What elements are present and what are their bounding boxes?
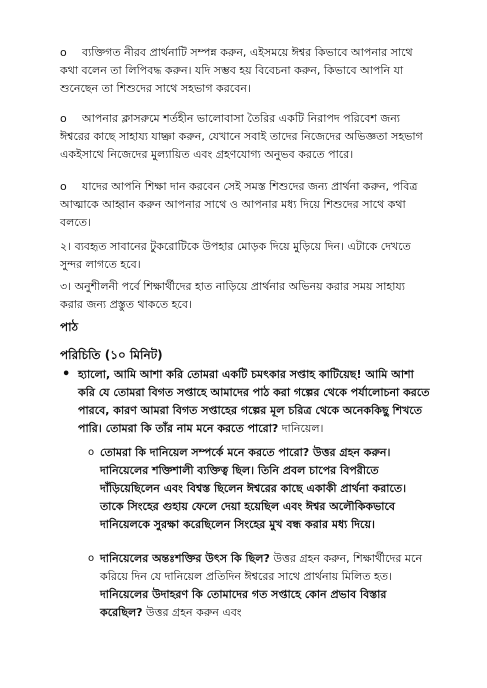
prayer-paragraph-3 (60, 178, 430, 232)
hollow-bullet-icon: o (60, 46, 67, 59)
hollow-bullet-icon: o (88, 553, 95, 564)
sub-bullet-2 (88, 550, 430, 622)
hollow-bullet-icon: o (60, 112, 67, 125)
filled-bullet-icon: • (62, 367, 71, 382)
sub-bullet-1-text: তোমরা কি দানিয়েল সম্পর্কে মনে করতে পারো? উত্তর গ্রহন করুন। দানিয়েলের শক্তিশালী ব্যক্তিত্ব ছিল। তিনি প্রবল চাপের বিপরীতে দাঁড়িয়েছিলেন এবং বিশ্বস্ত ছিলেন ঈশ্বরের কাছে একাকী প্রার্থনা করাতে। তাকে সিংহের গুহায় ফেলে দেয়া হয়েছিল এবং ঈশ্বর অলৌকিকভাবে দানিয়েলকে সুরক্ষা করেছিলেন সিংহের মুখ বন্ধ করার মধ্য দিয়ে। (100, 446, 407, 531)
intro-bullet (62, 366, 430, 438)
numbered-step-3: ৩। অনুশীলনী পর্বে শিক্ষার্থীদের হাত নাড়িয়ে প্রার্থনার অভিনয় করার সময় সাহায্য করার জন্য প্রস্তুত থাকতে হবে। (60, 280, 405, 311)
prayer-paragraph-1 (60, 44, 430, 98)
introduction-heading: পরিচিতি (১০ মিনিট) (60, 348, 163, 362)
hollow-bullet-icon: o (88, 447, 95, 458)
prayer-paragraph-2 (60, 110, 430, 164)
sub-bullet-2-question: দানিয়েলের অন্তঃশক্তির উৎস কি ছিল? (100, 552, 270, 565)
intro-bullet-bold-text: হ্যালো, আমি আশা করি তোমরা একটি চমৎকার সপ্তাহ কাটিয়েছ! আমি আশা করি যে তোমরা বিগত সপ্তাহে আমাদের পাঠ করা গল্পের থেকে পর্যালোচনা করতে পারবে, কারণ আমরা বিগত সপ্তাহের গল্পের মূল চরিত্র থেকে অনেককিছু শিখতে পারি। তোমরা কি তাঁর নাম মনে করতে পারো? (78, 368, 430, 435)
lesson-heading: পাঠ (60, 320, 79, 334)
intro-bullet-answer: দানিয়েল। (278, 422, 324, 435)
prayer-paragraph-1-text: ব্যক্তিগত নীরব প্রার্থনাটি সম্পন্ন করুন, এইসময়ে ঈশ্বর কিভাবে আপনার সাথে কথা বলেন তা লিপিবদ্ধ করুন। যদি সম্ভব হয় বিবেচনা করুন, কিভাবে আপনি যা শুনেছেন তা শিশুদের সাথে সহভাগ করবেন। (60, 46, 413, 95)
prayer-paragraph-2-text: আপনার ক্লাসরুমে শর্তহীন ভালোবাসা তৈরির একটি নিরাপদ পরিবেশ জন্য ঈশ্বরের কাছে সাহায্য যাচ্ঞা করুন, যেখানে সবাই তাদের নিজেদের অভিজ্ঞতা সহভাগ একইসাথে নিজেদের মুল্যায়িত এবং গ্রহণযোগ্য অনুভব করতে পারে। (60, 112, 423, 161)
sub-bullet-2-question-2: দানিয়েলের উদাহরণ কি তোমাদের গত সপ্তাহে কোন প্রভাব বিস্তার করেছিল? (100, 588, 387, 619)
sub-bullet-2-instruction: উত্তর গ্রহন করুন, শিক্ষার্থীদের মনে করিয়ে দিন যে দানিয়েল প্রতিদিন ঈশ্বরের সাথে প্রার্থনায় মিলিত হত। (100, 552, 423, 583)
hollow-bullet-icon: o (60, 180, 67, 193)
numbered-step-2: ২। ব্যবহৃত সাবানের টুকরোটিকে উপহার মোড়ক দিয়ে মুড়িয়ে দিন। এটাকে দেখতে সুন্দর লাগতে হবে। (60, 240, 411, 271)
prayer-paragraph-3-text: যাদের আপনি শিক্ষা দান করবেন সেই সমস্ত শিশুদের জন্য প্রার্থনা করুন, পবিত্র আত্মাকে আহ্বান করুন আপনার সাথে ও আপনার মধ্য দিয়ে শিশুদের সাথে কথা বলতে। (60, 180, 418, 229)
sub-bullet-2-tail: উত্তর গ্রহন করুন এবং (142, 606, 242, 619)
sub-bullet-1 (88, 444, 430, 534)
